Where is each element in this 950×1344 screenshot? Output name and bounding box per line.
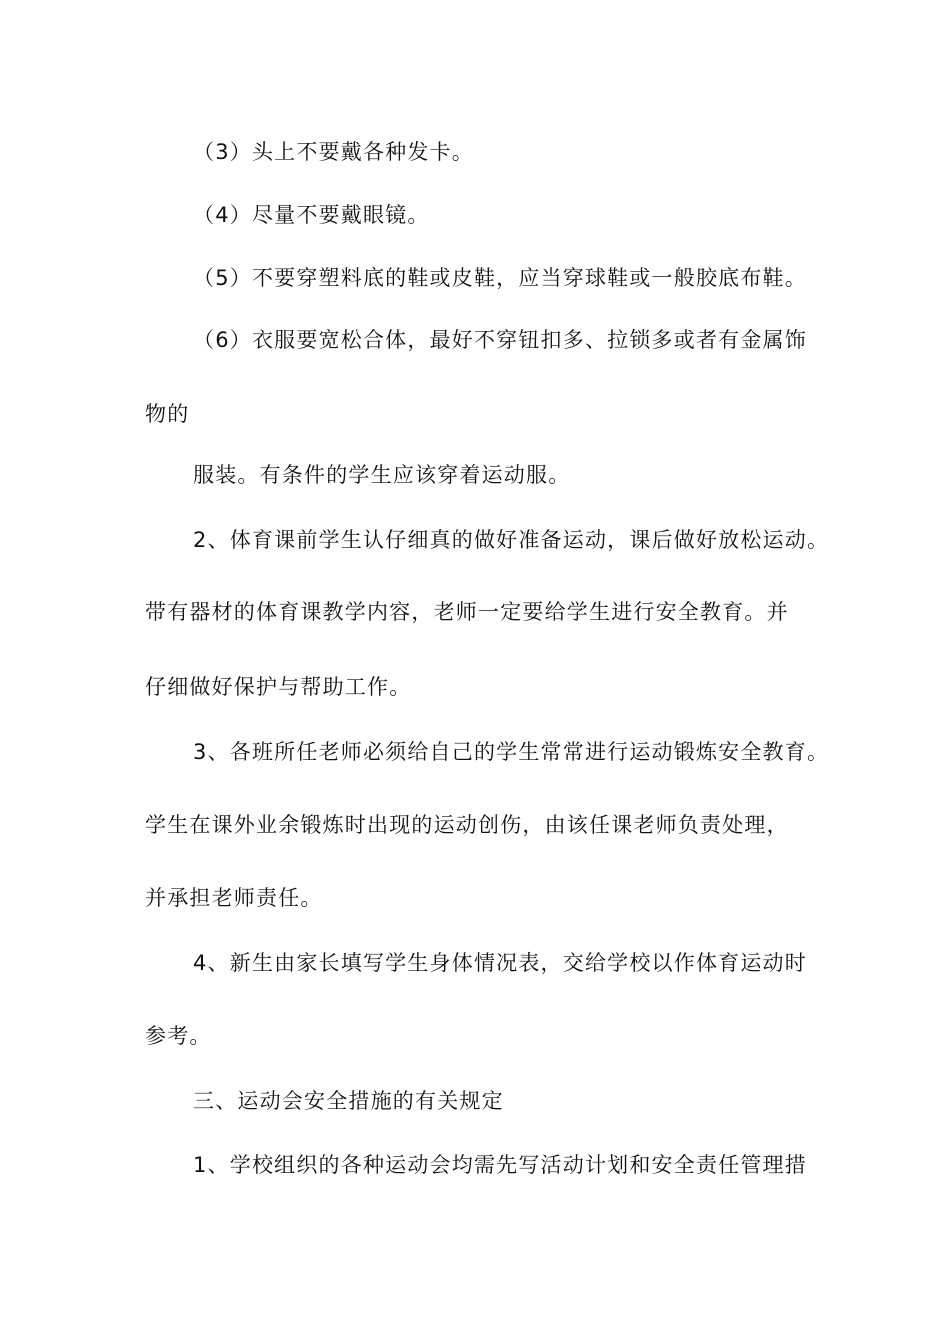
text-line: （3）头上不要戴各种发卡。 bbox=[193, 140, 474, 164]
text-line: 3、各班所任老师必须给自己的学生常常进行运动锻炼安全教育。 bbox=[193, 740, 830, 764]
text-line: 带有器材的体育课教学内容，老师一定要给学生进行安全教育。并 bbox=[145, 600, 789, 624]
text-line: 学生在课外业余锻炼时出现的运动创伤，由该任课老师负责处理， bbox=[145, 813, 789, 837]
text-line: 物的 bbox=[145, 402, 190, 426]
text-line: 参考。 bbox=[145, 1024, 212, 1048]
text-line: 服装。有条件的学生应该穿着运动服。 bbox=[193, 463, 571, 487]
text-line: 1、学校组织的各种运动会均需先写活动计划和安全责任管理措 bbox=[193, 1153, 807, 1177]
text-line: 并承担老师责任。 bbox=[145, 886, 323, 910]
text-line: （6）衣服要宽松合体，最好不穿钮扣多、拉锁多或者有金属饰 bbox=[193, 328, 807, 352]
text-line: 仔细做好保护与帮助工作。 bbox=[145, 675, 412, 699]
text-line: （5）不要穿塑料底的鞋或皮鞋，应当穿球鞋或一般胶底布鞋。 bbox=[193, 266, 807, 290]
text-line: （4）尽量不要戴眼镜。 bbox=[193, 203, 430, 227]
section-heading: 三、运动会安全措施的有关规定 bbox=[193, 1089, 504, 1113]
text-line: 4、新生由家长填写学生身体情况表，交给学校以作体育运动时 bbox=[193, 951, 807, 975]
text-line: 2、体育课前学生认仔细真的做好准备运动，课后做好放松运动。 bbox=[193, 528, 830, 552]
